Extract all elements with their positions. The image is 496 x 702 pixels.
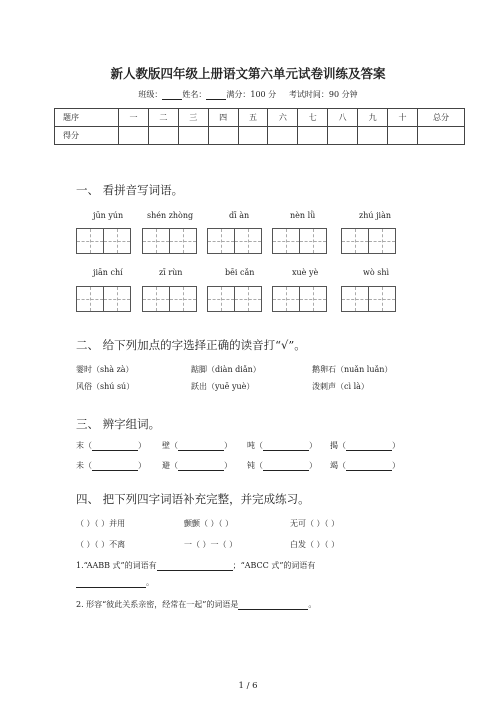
answer-blank[interactable] <box>92 462 138 471</box>
answer-blank[interactable] <box>238 601 308 610</box>
score-header-cell: 二 <box>148 109 178 127</box>
score-cell[interactable] <box>238 127 268 145</box>
pinyin: zhú jiàn <box>359 211 392 220</box>
exam-time: 考试时间：90 分钟 <box>288 90 358 99</box>
char: 末 <box>76 441 84 450</box>
answer-blank[interactable] <box>263 442 309 451</box>
writing-grid[interactable] <box>272 286 327 312</box>
score-header-cell: 题序 <box>55 109 119 127</box>
reading-choice[interactable]: 踮脚（diàn diǎn） <box>191 365 261 374</box>
score-header-cell: 总分 <box>418 109 465 127</box>
idiom-fill[interactable]: 一（ ）一（ ） <box>184 540 238 549</box>
writing-grid[interactable] <box>207 228 262 254</box>
score-header-cell: 三 <box>178 109 208 127</box>
score-table-header <box>55 109 465 127</box>
word-pair: 吨（ ） <box>247 441 317 450</box>
score-cell[interactable] <box>268 127 298 145</box>
score-table-row <box>55 127 465 145</box>
word-pair: 避（ ） <box>162 461 232 470</box>
answer-blank[interactable] <box>178 442 224 451</box>
word-pair: 揭（ ） <box>330 441 400 450</box>
score-header-cell: 六 <box>268 109 298 127</box>
q1-end: 。 <box>146 578 154 587</box>
score-cell[interactable] <box>388 127 418 145</box>
section1-heading: 一、 看拼音写词语。 <box>76 183 184 197</box>
q1-text-a: 1.“AABB 式”的词语有 <box>76 561 157 570</box>
score-header-cell: 五 <box>238 109 268 127</box>
answer-blank[interactable] <box>157 562 233 571</box>
char: 未 <box>76 461 84 470</box>
char: 钝 <box>247 461 255 470</box>
writing-grid[interactable] <box>142 286 197 312</box>
section2-heading: 二、 给下列加点的字选择正确的读音打“√”。 <box>76 338 306 352</box>
q2-text: 2. 形容“彼此关系亲密，经常在一起”的词语是 <box>76 600 239 609</box>
reading-choice[interactable]: 跃出（yuē yuè） <box>191 382 255 391</box>
pinyin: jiān chí <box>93 268 123 277</box>
word-pair: 壁（ ） <box>162 441 232 450</box>
score-header-cell: 四 <box>208 109 238 127</box>
score-header-cell: 八 <box>328 109 358 127</box>
score-cell[interactable] <box>358 127 388 145</box>
score-cell[interactable] <box>148 127 178 145</box>
char: 壁 <box>162 441 170 450</box>
idiom-fill[interactable]: 白发（ ）（ ） <box>290 540 340 549</box>
answer-blank[interactable] <box>76 579 146 588</box>
char: 避 <box>162 461 170 470</box>
writing-grid[interactable] <box>341 228 396 254</box>
score-cell[interactable] <box>298 127 328 145</box>
pinyin: wò shì <box>363 268 390 277</box>
name-label: 姓名： <box>182 90 207 99</box>
score-cell[interactable] <box>119 127 149 145</box>
answer-blank[interactable] <box>92 442 138 451</box>
answer-blank[interactable] <box>178 462 224 471</box>
word-pair: 竭（ ） <box>330 461 400 470</box>
char: 揭 <box>330 441 338 450</box>
score-cell[interactable] <box>418 127 465 145</box>
pinyin: shén zhòng <box>147 211 194 220</box>
score-header-cell: 十 <box>388 109 418 127</box>
writing-grid[interactable] <box>272 228 327 254</box>
question-1 <box>76 560 315 571</box>
score-header-cell: 七 <box>298 109 328 127</box>
idiom-fill[interactable]: （ ）（ ）并用 <box>76 519 126 528</box>
score-cell[interactable] <box>328 127 358 145</box>
class-label: 班级： <box>138 90 163 99</box>
q1-text-b: ；“ABCC 式”的词语有 <box>232 561 316 570</box>
idiom-fill[interactable]: 颤颤（ ）（ ） <box>184 519 234 528</box>
reading-choice[interactable]: 霎时（shà zà） <box>76 365 134 374</box>
q2-end: 。 <box>308 600 317 609</box>
writing-grid[interactable] <box>207 286 262 312</box>
writing-grid[interactable] <box>341 286 396 312</box>
page-number: 1 / 6 <box>238 681 258 691</box>
score-cell[interactable] <box>208 127 238 145</box>
pinyin: bēi cǎn <box>225 268 255 277</box>
pinyin: dī àn <box>229 211 250 220</box>
pinyin: zī rùn <box>159 268 183 277</box>
section4-heading: 四、 把下列四字词语补充完整，并完成练习。 <box>76 492 310 506</box>
score-row-label: 得分 <box>55 127 119 145</box>
exam-info <box>0 89 496 100</box>
writing-grid[interactable] <box>76 286 131 312</box>
name-blank[interactable] <box>206 90 226 100</box>
score-header-cell: 一 <box>119 109 149 127</box>
answer-blank[interactable] <box>346 462 392 471</box>
question-1-cont <box>76 577 154 588</box>
class-blank[interactable] <box>162 90 182 100</box>
word-pair: 未（ ） <box>76 461 146 470</box>
question-2 <box>76 599 316 610</box>
char: 吨 <box>247 441 255 450</box>
score-header-cell: 九 <box>358 109 388 127</box>
reading-choice[interactable]: 风俗（shú sú） <box>76 382 135 391</box>
pinyin: jūn yún <box>93 211 124 220</box>
char: 竭 <box>330 461 338 470</box>
answer-blank[interactable] <box>346 442 392 451</box>
full-score: 满分：100 分 <box>226 90 277 99</box>
answer-blank[interactable] <box>263 462 309 471</box>
score-table <box>54 108 465 145</box>
idiom-fill[interactable]: （ ）（ ）不离 <box>76 540 126 549</box>
writing-grid[interactable] <box>76 228 131 254</box>
idiom-fill[interactable]: 无可（ ）（ ） <box>290 519 340 528</box>
pinyin: nèn lǜ <box>290 211 316 220</box>
writing-grid[interactable] <box>142 228 197 254</box>
reading-choice[interactable]: 泼刺声（cì là） <box>312 382 369 391</box>
word-pair: 末（ ） <box>76 441 146 450</box>
reading-choice[interactable]: 鹅卵石（nuǎn luǎn） <box>312 365 393 374</box>
word-pair: 钝（ ） <box>247 461 317 470</box>
score-cell[interactable] <box>178 127 208 145</box>
page-title: 新人教版四年级上册语文第六单元试卷训练及答案 <box>110 66 386 81</box>
pinyin: xuè yè <box>292 268 319 277</box>
section3-heading: 三、 辨字组词。 <box>76 417 161 431</box>
